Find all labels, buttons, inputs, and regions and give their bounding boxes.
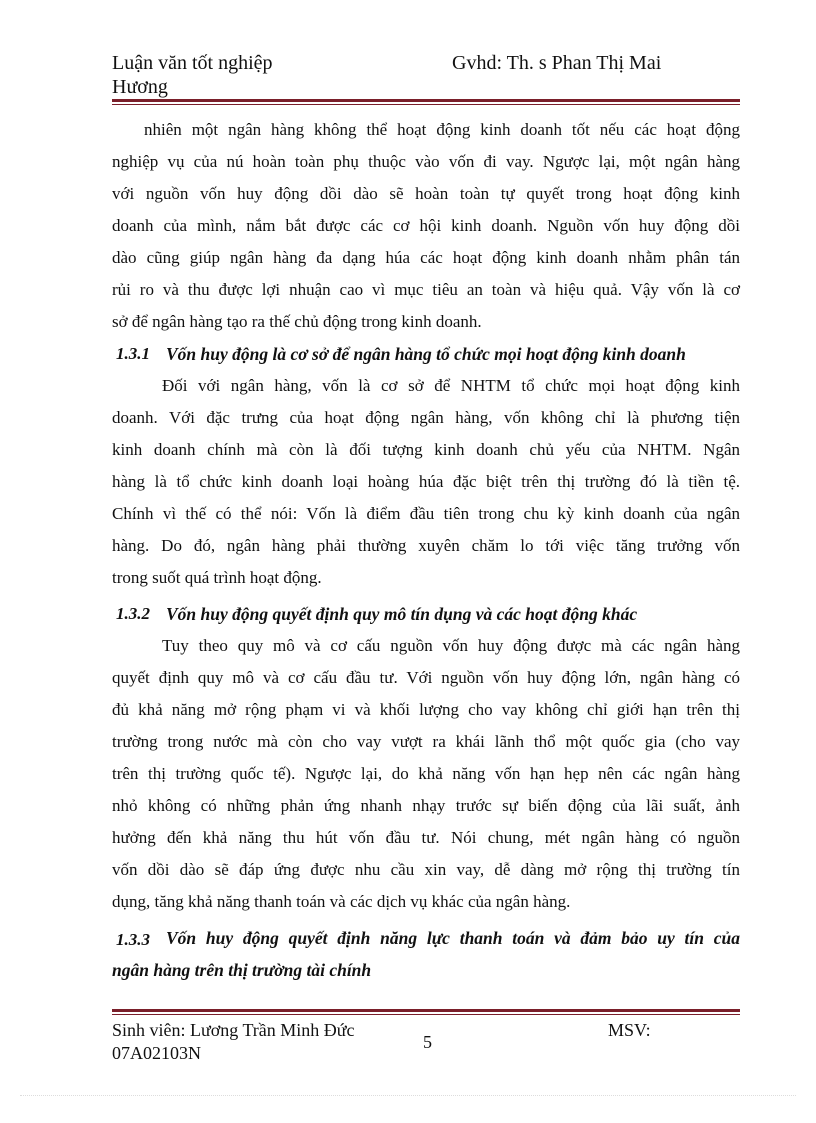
section-1-line: hàng. Do đó, ngân hàng phải thường xuyên chăm lo tới việc tăng trưởng vốn [112,536,740,555]
section-2-line: trường trong nước mà còn cho vay vượt ra khái lãnh thổ một quốc gia (cho vay [112,732,740,751]
section-2-title: Vốn huy động quyết định quy mô tín dụng và các hoạt động khác [166,604,638,624]
section-2-line: đủ khả năng mở rộng phạm vi và khối lượng cho vay không chỉ giới hạn trên thị [112,700,740,719]
section-2-line: trên thị trường quốc tế). Ngược lại, do khả năng vốn hạn hẹp nên các ngân hàng [112,764,740,783]
section-1-line: trong suốt quá trình hoạt động. [112,568,322,587]
section-2-line: hưởng đến khả năng thu hút vốn đầu tư. Nói chung, mét ngân hàng có nguồn [112,828,740,847]
footer-msv-label: MSV: [608,1020,651,1040]
header-advisor: Gvhd: Th. s Phan Thị Mai [452,52,662,74]
header-advisor-continued: Hương [112,76,168,98]
section-1-number: 1.3.1 [116,344,150,363]
section-1-line: Đối với ngân hàng, vốn là cơ sở để NHTM tổ chức mọi hoạt động kinh [162,376,740,395]
intro-line: dào cũng giúp ngân hàng đa dạng húa các hoạt động kinh doanh nhằm phân tán [112,248,740,267]
header-rule-thick [112,99,740,102]
section-2-line: quyết định quy mô và cơ cấu đầu tư. Với nguồn vốn huy động lớn, ngân hàng có [112,668,740,687]
footer-student: Sinh viên: Lương Trần Minh Đức [112,1020,355,1040]
intro-line: doanh của mình, nắm bắt được các cơ hội kinh doanh. Nguồn vốn huy động dồi [112,216,740,235]
intro-line: nhiên một ngân hàng không thể hoạt động kinh doanh tốt nếu các hoạt động [144,120,740,139]
page-number: 5 [423,1032,432,1052]
intro-line: với nguồn vốn huy động dồi dào sẽ hoàn toàn tự quyết trong hoạt động kinh [112,184,740,203]
section-1-line: Chính vì thế có thể nói: Vốn là điểm đầu tiên trong chu kỳ kinh doanh của ngân [112,504,740,523]
section-1-line: kinh doanh chính mà còn là đối tượng kinh doanh chủ yếu của NHTM. Ngân [112,440,740,459]
section-2-line: Tuy theo quy mô và cơ cấu nguồn vốn huy động được mà các ngân hàng [162,636,740,655]
intro-line: sở để ngân hàng tạo ra thế chủ động trong kinh doanh. [112,312,482,331]
section-2-line: dụng, tăng khả năng thanh toán và các dịch vụ khác của ngân hàng. [112,892,571,911]
section-1-title: Vốn huy động là cơ sở để ngân hàng tổ chức mọi hoạt động kinh doanh [166,344,686,364]
section-3-title-line2: ngân hàng trên thị trường tài chính [112,960,372,980]
section-2-number: 1.3.2 [116,604,150,623]
intro-line: rủi ro và thu được lợi nhuận cao vì mục tiêu an toàn và hiệu quả. Vậy vốn là cơ [112,280,740,299]
section-1-line: hàng là tổ chức kinh doanh loại hoàng húa đặc biệt trên thị trường đó là tiền tệ. [112,472,740,491]
page-bottom-edge [20,1095,796,1096]
footer-rule-thick [112,1009,740,1012]
footer-student-id: 07A02103N [112,1043,201,1063]
section-3-number: 1.3.3 [116,930,150,949]
section-3-title-line1: Vốn huy động quyết định năng lực thanh toán và đảm bảo uy tín của [166,928,740,948]
footer-rule-thin [112,1014,740,1015]
section-2-line: vốn dồi dào sẽ đáp ứng được nhu cầu xin vay, dễ dàng mở rộng thị trường tín [112,860,740,879]
header-rule-thin [112,104,740,105]
section-1-line: doanh. Với đặc trưng của hoạt động ngân hàng, vốn không chỉ là phương tiện [112,408,740,427]
intro-line: nghiệp vụ của nú hoàn toàn phụ thuộc vào vốn đi vay. Ngược lại, một ngân hàng [112,152,740,171]
section-2-line: nhỏ không có những phản ứng nhanh nhạy trước sự biến động của lãi suất, ảnh [112,796,740,815]
header-thesis-label: Luận văn tốt nghiệp [112,52,273,74]
